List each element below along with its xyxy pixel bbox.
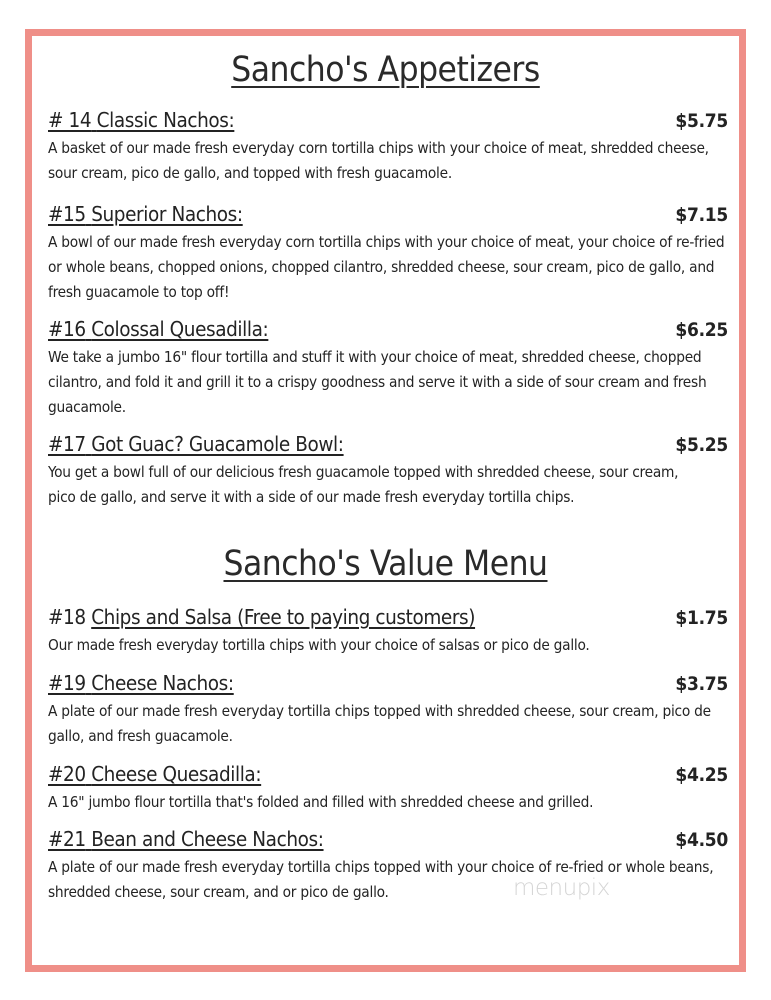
- item-price: $5.75: [675, 110, 728, 132]
- menu-item-19: [48, 670, 728, 749]
- item-description: Our made fresh everyday tortilla chips with your choice of salsas or pico de gallo.: [48, 636, 590, 654]
- menu-item-18: [48, 604, 728, 658]
- item-name: #17 Got Guac? Guacamole Bowl:: [48, 432, 344, 456]
- item-name: #18 Chips and Salsa (Free to paying customers): [48, 605, 476, 629]
- menu-item-14: [48, 107, 728, 186]
- item-name: #21 Bean and Cheese Nachos:: [48, 827, 324, 851]
- item-price: $5.25: [675, 434, 728, 456]
- item-name: #20 Cheese Quesadilla:: [48, 762, 262, 786]
- item-description: We take a jumbo 16" flour tortilla and stuff it with your choice of meat, shredded cheese, chopped cilantro, and fold it and grill it to a crispy goodness and serve it with a side of sour cream and fresh guacamole.: [48, 348, 707, 416]
- menu-item-21: [48, 826, 728, 905]
- section-title-appetizers: Sancho's Appetizers: [231, 50, 540, 90]
- item-name: #16 Colossal Quesadilla:: [48, 317, 269, 341]
- menupix-watermark: menupix: [513, 875, 610, 901]
- item-price: $4.25: [675, 764, 728, 786]
- item-description: A basket of our made fresh everyday corn tortilla chips with your choice of meat, shredded cheese, sour cream, pico de gallo, and topped with fresh guacamole.: [48, 139, 709, 182]
- item-name: #15 Superior Nachos:: [48, 202, 243, 226]
- item-name: #19 Cheese Nachos:: [48, 671, 234, 695]
- item-description: A plate of our made fresh everyday tortilla chips topped with shredded cheese, sour cream, pico de gallo, and fresh guacamole.: [48, 702, 711, 745]
- section-title-value-menu: Sancho's Value Menu: [223, 544, 548, 584]
- item-price: $3.75: [675, 673, 728, 695]
- item-name: # 14 Classic Nachos:: [48, 108, 235, 132]
- menu-border-frame: [25, 29, 746, 972]
- item-price: $4.50: [675, 829, 728, 851]
- item-description: A bowl of our made fresh everyday corn tortilla chips with your choice of meat, your choice of re-fried or whole beans, chopped onions, chopped cilantro, shredded cheese, sour cream, pico de gallo, and fresh guacamole to top off!: [48, 233, 725, 301]
- item-description: A 16" jumbo flour tortilla that's folded and filled with shredded cheese and grilled.: [48, 793, 594, 811]
- item-price: $7.15: [675, 204, 728, 226]
- menu-item-17: [48, 431, 728, 510]
- item-price: $6.25: [675, 319, 728, 341]
- item-description: You get a bowl full of our delicious fresh guacamole topped with shredded cheese, sour cream, pico de gallo, and serve it with a side of our made fresh everyday tortilla chips.: [48, 463, 679, 506]
- item-description: A plate of our made fresh everyday tortilla chips topped with your choice of re-fried or whole beans, shredded cheese, sour cream, and or pico de gallo.: [48, 858, 714, 901]
- menu-item-15: [48, 201, 728, 305]
- item-price: $1.75: [675, 607, 728, 629]
- menu-item-16: [48, 316, 728, 420]
- menu-item-20: [48, 761, 728, 815]
